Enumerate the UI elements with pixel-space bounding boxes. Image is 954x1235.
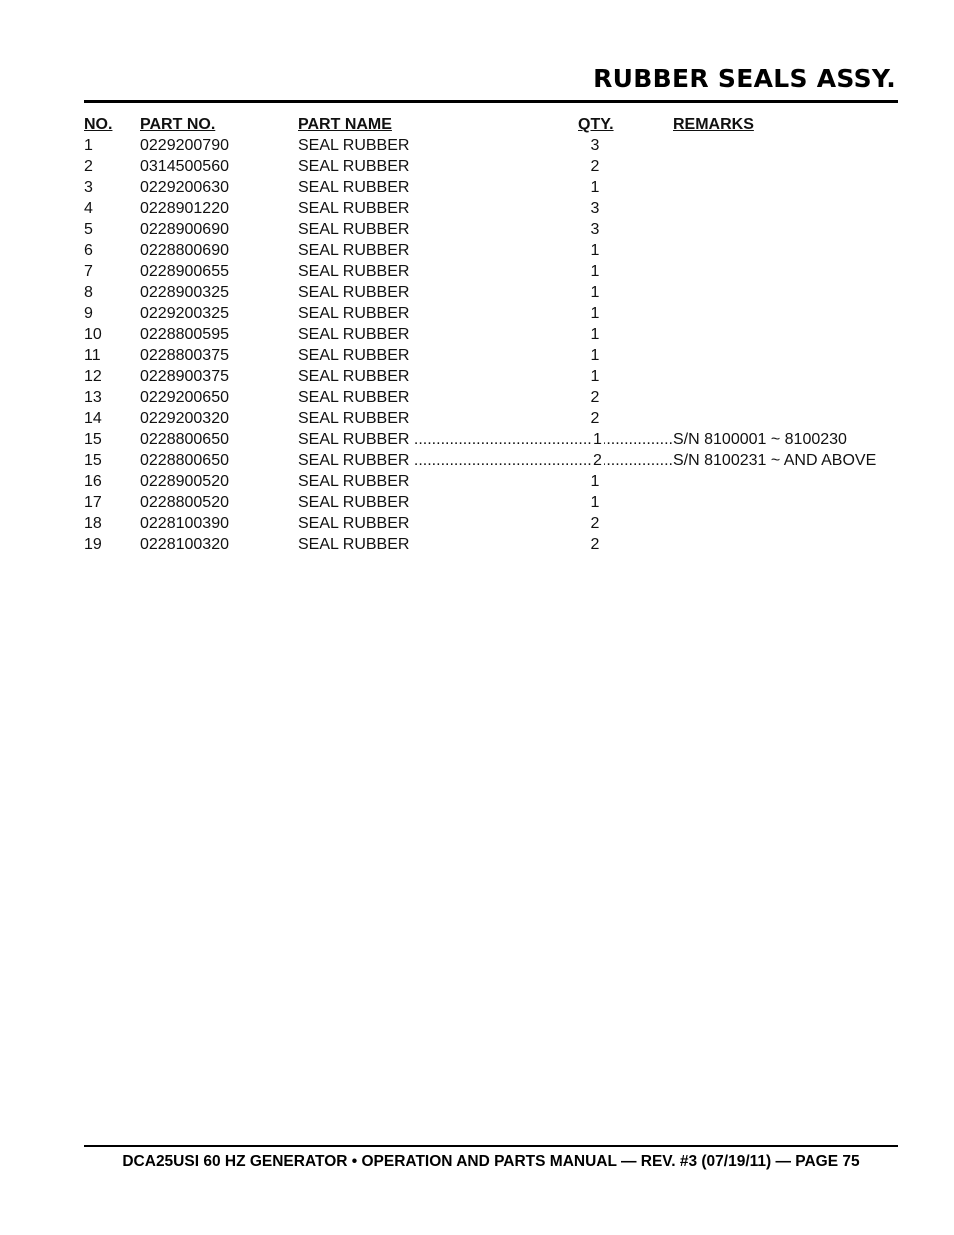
cell-part-name: SEAL RUBBER [298, 515, 410, 532]
cell-qty: 1 [590, 305, 600, 322]
cell-no: 16 [84, 473, 102, 490]
cell-part-no: 0228900375 [140, 368, 229, 385]
cell-no: 6 [84, 242, 93, 259]
cell-qty: 2 [590, 158, 600, 175]
cell-part-no: 0229200320 [140, 410, 229, 427]
cell-part-no: 0228900520 [140, 473, 229, 490]
cell-no: 5 [84, 221, 93, 238]
cell-part-name: SEAL RUBBER [298, 326, 410, 343]
table-row [84, 366, 898, 387]
cell-qty: 1 [590, 494, 600, 511]
header-part-no: PART NO. [140, 116, 216, 133]
table-row [84, 198, 898, 219]
cell-no: 9 [84, 305, 93, 322]
table-row [84, 408, 898, 429]
cell-no: 2 [84, 158, 93, 175]
cell-part-no: 0229200650 [140, 389, 229, 406]
header-no: NO. [84, 116, 113, 133]
cell-part-name: SEAL RUBBER [298, 368, 410, 385]
table-body [84, 135, 898, 555]
cell-part-no: 0228800690 [140, 242, 229, 259]
cell-part-no: 0228900325 [140, 284, 229, 301]
cell-part-name: SEAL RUBBER ..... [298, 450, 593, 471]
cell-part-name: SEAL RUBBER [298, 179, 410, 196]
cell-no: 19 [84, 536, 102, 553]
table-row [84, 282, 898, 303]
table-row [84, 492, 898, 513]
cell-part-name: SEAL RUBBER [298, 305, 410, 322]
title-divider [84, 100, 898, 103]
cell-qty: 1 [590, 179, 600, 196]
cell-no: 7 [84, 263, 93, 280]
parts-table [84, 114, 898, 555]
cell-part-name: SEAL RUBBER [298, 221, 410, 238]
leader-dots [604, 429, 673, 450]
cell-part-no: 0228800650 [140, 452, 229, 469]
cell-part-no: 0229200790 [140, 137, 229, 154]
cell-qty: 1 [590, 326, 600, 343]
cell-no: 15 [84, 431, 102, 448]
footer-divider [84, 1145, 898, 1147]
cell-part-name: SEAL RUBBER [298, 410, 410, 427]
table-row [84, 387, 898, 408]
table-row [84, 303, 898, 324]
header-part-name: PART NAME [298, 116, 392, 133]
table-row [84, 345, 898, 366]
cell-part-name: SEAL RUBBER [298, 200, 410, 217]
cell-part-no: 0314500560 [140, 158, 229, 175]
cell-part-no: 0228900655 [140, 263, 229, 280]
cell-part-name: SEAL RUBBER [298, 263, 410, 280]
cell-qty: 3 [590, 200, 600, 217]
cell-part-name: SEAL RUBBER [298, 389, 410, 406]
cell-no: 12 [84, 368, 102, 385]
cell-no: 13 [84, 389, 102, 406]
table-row [84, 471, 898, 492]
cell-part-name: SEAL RUBBER [298, 242, 410, 259]
cell-no: 15 [84, 452, 102, 469]
table-header-row [84, 114, 898, 135]
cell-no: 14 [84, 410, 102, 427]
cell-qty: 1 [590, 368, 600, 385]
cell-qty: 2 [593, 452, 602, 469]
cell-no: 1 [84, 137, 93, 154]
page-footer: DCA25USI 60 HZ GENERATOR • OPERATION AND PARTS MANUAL — REV. #3 (07/19/11) — PAGE 75 [122, 1153, 860, 1170]
table-row [84, 135, 898, 156]
table-row [84, 156, 898, 177]
leader-dots [604, 450, 673, 471]
cell-no: 18 [84, 515, 102, 532]
cell-part-no: 0228800375 [140, 347, 229, 364]
cell-no: 10 [84, 326, 102, 343]
cell-qty: 2 [590, 410, 600, 427]
cell-part-name: SEAL RUBBER [298, 158, 410, 175]
cell-qty: 1 [590, 242, 600, 259]
cell-part-name: SEAL RUBBER [298, 473, 410, 490]
cell-qty: 2 [590, 536, 600, 553]
cell-remarks: S/N 8100231 ~ AND ABOVE [673, 452, 877, 469]
cell-part-no: 0228100390 [140, 515, 229, 532]
cell-part-no: 0228901220 [140, 200, 229, 217]
cell-part-name: SEAL RUBBER [298, 347, 410, 364]
cell-part-no: 0228800650 [140, 431, 229, 448]
cell-part-name: SEAL RUBBER [298, 536, 410, 553]
header-qty: QTY. [578, 116, 614, 133]
cell-qty: 1 [590, 263, 600, 280]
cell-part-name: SEAL RUBBER [298, 137, 410, 154]
cell-qty: 3 [590, 221, 600, 238]
cell-part-no: 0228800520 [140, 494, 229, 511]
table-row [84, 240, 898, 261]
cell-no: 3 [84, 179, 93, 196]
cell-no: 17 [84, 494, 102, 511]
cell-qty: 2 [590, 515, 600, 532]
table-row [84, 324, 898, 345]
cell-qty: 2 [590, 389, 600, 406]
cell-no: 8 [84, 284, 93, 301]
cell-qty: 1 [593, 431, 602, 448]
header-remarks: REMARKS [673, 116, 754, 133]
table-row [84, 219, 898, 240]
cell-part-name: SEAL RUBBER [298, 284, 410, 301]
cell-qty: 1 [590, 473, 600, 490]
cell-part-no: 0228100320 [140, 536, 229, 553]
cell-part-name: SEAL RUBBER ..... [298, 429, 593, 450]
cell-part-no: 0229200325 [140, 305, 229, 322]
cell-qty: 3 [590, 137, 600, 154]
cell-no: 11 [84, 347, 101, 364]
table-row [84, 450, 898, 471]
cell-no: 4 [84, 200, 93, 217]
cell-part-name: SEAL RUBBER [298, 494, 410, 511]
cell-part-no: 0228800595 [140, 326, 229, 343]
cell-part-no: 0228900690 [140, 221, 229, 238]
cell-part-no: 0229200630 [140, 179, 229, 196]
table-row [84, 534, 898, 555]
cell-qty: 1 [590, 347, 600, 364]
cell-remarks: S/N 8100001 ~ 8100230 [673, 431, 847, 448]
table-row [84, 513, 898, 534]
cell-qty: 1 [590, 284, 600, 301]
page-title: RUBBER SEALS ASSY. [593, 64, 896, 93]
table-row [84, 261, 898, 282]
table-row [84, 429, 898, 450]
table-row [84, 177, 898, 198]
